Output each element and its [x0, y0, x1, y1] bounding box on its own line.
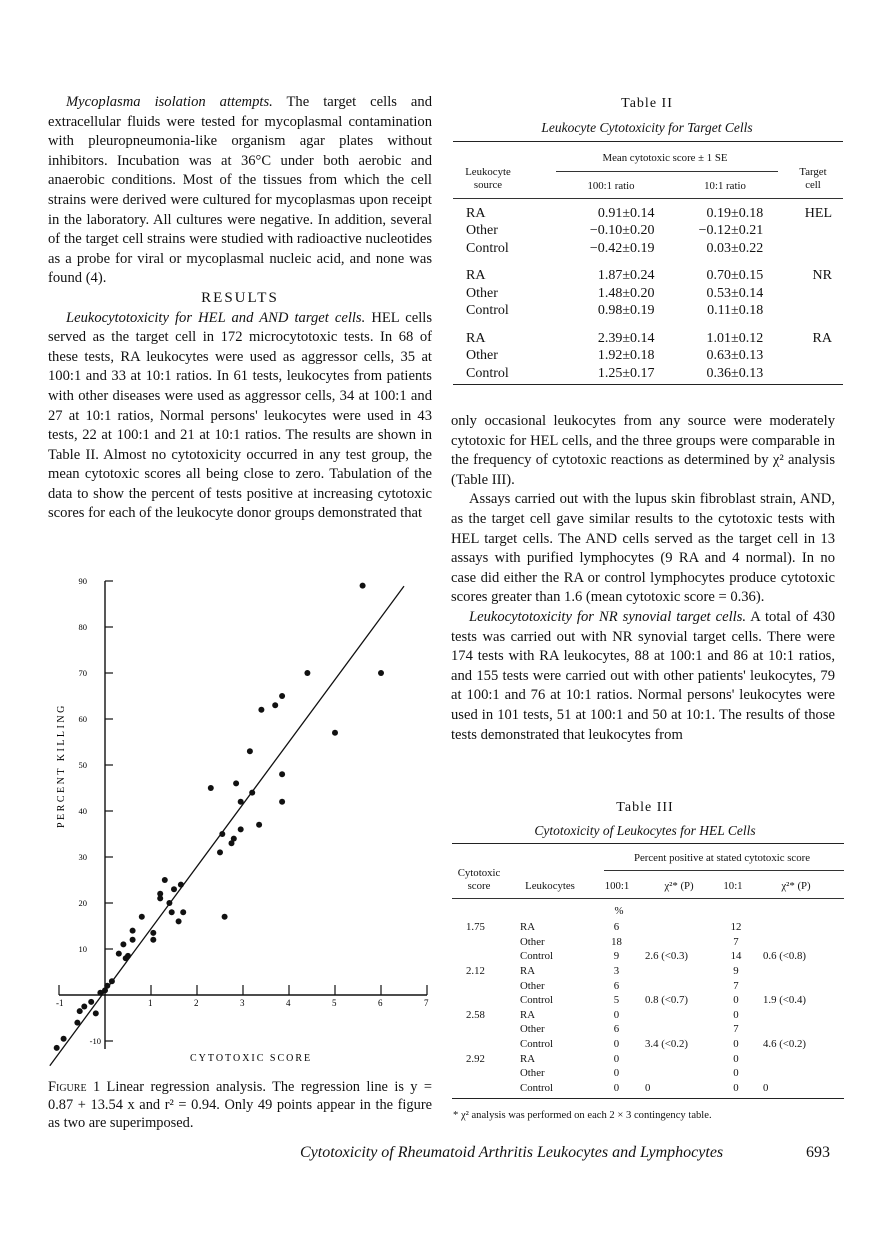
table2-row [466, 348, 842, 366]
nr-body: A total of 430 tests was carried out with NR synovial target cells. There were 174 tests with RA leukocytes, 88 at 100:1 and 86 at 10:1 ratios, and 155 tests were carried out with other patients' leukocytes, 79 at 100:1 and 76 at 10:1 ratios. Normal persons' leukocytes were used in 101 tests, 51 at 100:1 and 50 at 10:1. The results of those tests demonstrated that leukocytes from [451, 608, 835, 743]
data-point [125, 953, 131, 959]
x-tick-label: 2 [194, 998, 199, 1008]
table2-cell-ratio-100: −0.42±0.19 [589, 240, 655, 256]
table2-cell-source: Other [466, 285, 498, 301]
figure1-label: Figure 1 [48, 1079, 101, 1095]
table3-cell-chi2 [755, 1022, 844, 1037]
table3-cell-c100: 6 [613, 979, 620, 992]
table3-cell-c10: 7 [733, 935, 739, 948]
table2-cell-source: RA [466, 268, 486, 284]
table3-header-score-l1: Cytotoxic [457, 867, 501, 879]
table3-row [452, 920, 844, 935]
table3-cell-leuk: Control [520, 1081, 553, 1094]
data-point [54, 1045, 60, 1051]
data-point [171, 886, 177, 892]
table3-row [452, 949, 844, 964]
table3-cell-c10: 12 [730, 921, 742, 934]
table2-cell-ratio-10: 0.11±0.18 [707, 303, 764, 319]
data-point [81, 1004, 87, 1010]
table3-cell-leuk: Other [520, 1023, 545, 1036]
table2-subtitle: Leukocyte Cytotoxicity for Target Cells [541, 120, 753, 135]
table3-row [452, 1008, 844, 1023]
table3-cell-chi2 [755, 1066, 844, 1081]
table3-cell-score: 2.58 [466, 1008, 485, 1021]
table3-cell-c100: 6 [613, 1023, 620, 1036]
table3-cell-c10: 0 [733, 1008, 739, 1021]
table2-header-target [790, 166, 836, 192]
table3-top-rule [452, 843, 844, 844]
table2-bottom-rule [453, 384, 843, 385]
table3-group-rule [604, 870, 844, 871]
table3-cell-chi2 [755, 978, 844, 993]
table3-cell-chi2 [755, 1008, 844, 1023]
table3-footnote: * χ² analysis was performed on each 2 × 3 contingency table. [453, 1110, 712, 1121]
table2-cell-target [763, 285, 842, 303]
table2-cell-ratio-100: 0.98±0.19 [597, 303, 655, 319]
table3-row [452, 993, 844, 1008]
right-para2: Assays carried out with the lupus skin fibroblast strain, AND, as the target cell gave similar results to the cytotoxic tests with HEL target cells. The AND cells served as the target cell in 13 assays with purified lymphocytes (9 RA and 4 normal). In no case did either the RA or control lymphocytes produce cytotoxic scores greater than 1.6 (mean cytotoxic score = 0.36). [451, 491, 835, 606]
data-point [169, 909, 175, 915]
data-point [120, 941, 126, 947]
table2-header-rule [453, 198, 843, 199]
hel-body: HEL cells served as the target cell in 172 microcytotoxic tests. In 68 of these tests, RA leukocytes were used as aggressor cells, 35 at 100:1 and 33 at 10:1 ratios. In 61 tests, leukocytes from patients with other diseases were used as aggressor cells, 34 at 100:1 and 27 at 10:1 ratios, Normal persons' leukocytes were used in 43 tests, 22 at 100:1 and 21 at 10:1 ratios. The results are shown in Table II. Almost no cytotoxicity occurred in any test group, the mean cytotoxic scores all being close to zero. Tabulation of the data to show the percent of tests positive at increasing cytotoxic scores for each of the leukocyte donor groups demonstrated that [48, 309, 432, 522]
table2-cell-ratio-10: 0.36±0.13 [706, 365, 764, 381]
page-number: 693 [806, 1144, 830, 1161]
table3-cell-leuk: RA [520, 965, 535, 978]
table3-header-group: Percent positive at stated cytotoxic score [634, 852, 810, 864]
right-column-text [451, 412, 835, 745]
table3-header-chi2: χ²* (P) [781, 880, 811, 892]
data-point [238, 826, 244, 832]
table3-row [452, 935, 844, 950]
y-tick-label: 10 [78, 944, 87, 954]
table3-subtitle: Cytotoxicity of Leukocytes for HEL Cells [534, 823, 756, 838]
data-point [150, 930, 156, 936]
table3-cell-chi1: 3.4 (<0.2) [645, 1038, 688, 1051]
data-point [222, 914, 228, 920]
table2-caption: Table II [621, 96, 673, 111]
table2-cell-ratio-100: 1.92±0.18 [597, 348, 655, 364]
mycoplasma-lead: Mycoplasma isolation attempts. [66, 94, 273, 110]
y-tick-label: 30 [78, 852, 87, 862]
table3-cell-c100: 9 [613, 950, 620, 963]
table2-cell-source: Other [466, 348, 498, 364]
table2-cell-ratio-100: 1.87±0.24 [597, 268, 655, 284]
table3-cell-chi1 [639, 978, 717, 993]
table3-cell-leuk: Other [520, 1067, 545, 1080]
table3-cell-chi2 [755, 935, 844, 950]
table2-cell-ratio-10: 0.53±0.14 [706, 285, 764, 301]
table2-header-col1: 100:1 ratio [587, 180, 635, 192]
table2-cell-target: RA [812, 330, 832, 346]
table2-group-rule [556, 171, 778, 172]
data-point [233, 780, 239, 786]
table3-cell-score [452, 1037, 514, 1052]
y-tick-label: 60 [78, 714, 87, 724]
table3-cell-score [452, 1022, 514, 1037]
table2-cell-ratio-10: 1.01±0.12 [706, 330, 764, 346]
table3-cell-c100: 0 [613, 1081, 620, 1094]
data-point [162, 877, 168, 883]
table2-cell-ratio-100: 0.91±0.14 [597, 205, 655, 221]
data-point [116, 951, 122, 957]
data-point [130, 937, 136, 943]
table3-cell-chi1 [639, 1022, 717, 1037]
right-para3 [451, 608, 835, 745]
data-point [150, 937, 156, 943]
table3-header-leuk: Leukocytes [525, 880, 575, 892]
table3-cell-chi1: 2.6 (<0.3) [645, 950, 688, 963]
data-point [360, 583, 366, 589]
hel-paragraph [48, 309, 432, 525]
mycoplasma-body: The target cells and extracellular fluids were tested for mycoplasmal contamination with pleuropneumonia-like organism agar plates without inhibitors. Incubation was at 36°C under both aerobic and anaerobic conditions. Most of the tissues from which the cell strains were derived were cultured for mycoplasmas upon receipt in the laboratory. All cultures were negative. In addition, several of the target cell strains were studied with radioactive nucleotides as a probe for viral or mycoplasmal nucleic acid, and none was found (4). [48, 94, 432, 287]
table3-row [452, 978, 844, 993]
data-point [247, 748, 253, 754]
table3-cell-c10: 0 [733, 1052, 739, 1065]
table2-cell-ratio-100: 1.48±0.20 [597, 285, 655, 301]
table3-cell-score [452, 993, 514, 1008]
x-tick-label: 5 [332, 998, 337, 1008]
table2-cell-source: RA [466, 330, 486, 346]
table3-cell-c10: 7 [733, 979, 739, 992]
table3-cell-c100: 3 [613, 965, 620, 978]
table2-cell-source: Control [466, 303, 509, 319]
table2-top-rule [453, 141, 843, 142]
x-tick-label: 7 [424, 998, 429, 1008]
table2-cell-ratio-10: −0.12±0.21 [698, 223, 764, 239]
table3-row [452, 1066, 844, 1081]
data-point [130, 928, 136, 934]
table3-caption: Table III [616, 800, 674, 815]
table3-cell-c10: 0 [733, 1081, 739, 1094]
table3-row [452, 1037, 844, 1052]
table3-cell-c10: 9 [733, 965, 739, 978]
table2-row [466, 205, 842, 223]
table2-cell-source: RA [466, 205, 486, 221]
table3-cell-c100: 6 [613, 921, 620, 934]
table3-cell-chi1 [639, 1051, 717, 1066]
table2-cell-ratio-10: 0.03±0.22 [706, 240, 764, 256]
data-point [219, 831, 225, 837]
x-tick-label: -1 [56, 998, 64, 1008]
y-tick-label: 20 [78, 898, 87, 908]
data-point [178, 882, 184, 888]
table3-cell-c10: 7 [733, 1023, 739, 1036]
table2-cell-source: Control [466, 240, 509, 256]
table2-header-source [455, 166, 521, 192]
data-point [256, 822, 262, 828]
table2-row [466, 303, 842, 321]
table2-cell-ratio-10: 0.19±0.18 [706, 205, 764, 221]
x-tick-label: 6 [378, 998, 383, 1008]
table3-header-score [449, 867, 509, 893]
data-point [109, 978, 115, 984]
data-point [272, 702, 278, 708]
data-point [208, 785, 214, 791]
y-axis-label: PERCENT KILLING [56, 703, 67, 828]
results-heading: RESULTS [201, 289, 279, 306]
table2-cell-ratio-100: 2.39±0.14 [597, 330, 655, 346]
table3-cell-leuk: Control [520, 1038, 553, 1051]
data-point [378, 670, 384, 676]
table3-cell-c100: 0 [613, 1038, 620, 1051]
table3-cell-leuk: Other [520, 979, 545, 992]
x-tick-label: 3 [240, 998, 245, 1008]
data-point [157, 891, 163, 897]
table3-bottom-rule [452, 1098, 844, 1099]
table2-body [466, 205, 842, 383]
table3-header-rule [452, 898, 844, 899]
table3-cell-chi2: 1.9 (<0.4) [763, 994, 806, 1007]
table3-cell-leuk: Control [520, 994, 553, 1007]
table3-body [452, 920, 844, 1095]
table2-cell-ratio-100: 1.25±0.17 [597, 365, 655, 381]
table2-row [466, 258, 842, 286]
left-column-text [48, 93, 432, 524]
table3-cell-leuk: Other [520, 935, 545, 948]
figure1-caption-text: Linear regression analysis. The regression line is y = 0.87 + 13.54 x and r² = 0.94. Only 49 points appear in the figure as two are superimposed. [48, 1079, 432, 1131]
table3-header-score-l2: score [467, 880, 491, 892]
data-point [176, 918, 182, 924]
table2-cell-target [763, 365, 842, 383]
table3-cell-c100: 0 [613, 1067, 620, 1080]
table2-row [466, 365, 842, 383]
table3-cell-score: 2.92 [466, 1052, 485, 1065]
table3-cell-leuk: RA [520, 1052, 535, 1065]
table2-row [466, 320, 842, 348]
table2-cell-source: Control [466, 365, 509, 381]
data-point [139, 914, 145, 920]
table2-row [466, 223, 842, 241]
data-point [74, 1020, 80, 1026]
table3-header-c100: 100:1 [604, 880, 630, 892]
table3-cell-c100: 0 [613, 1008, 620, 1021]
table3-header-c10: 10:1 [723, 880, 743, 892]
table2-cell-target: NR [812, 268, 832, 284]
table2-header-target-l1: Target [799, 166, 827, 178]
x-tick-label: 4 [286, 998, 291, 1008]
table3-cell-leuk: RA [520, 1008, 535, 1021]
data-point [93, 1010, 99, 1016]
table3-cell-score: 1.75 [466, 921, 485, 934]
table3-cell-chi2 [755, 920, 844, 935]
table3-row [452, 1022, 844, 1037]
table3-cell-chi1 [639, 1008, 717, 1023]
table3-cell-chi2 [755, 964, 844, 979]
table2-cell-target [763, 348, 842, 366]
table2-cell-ratio-10: 0.63±0.13 [706, 348, 764, 364]
table3-cell-score [452, 978, 514, 993]
y-tick-label: 80 [78, 622, 87, 632]
table2-row [466, 285, 842, 303]
table3-cell-c100: 0 [613, 1052, 620, 1065]
x-axis-label: CYTOTOXIC SCORE [190, 1053, 313, 1064]
data-point [249, 790, 255, 796]
table2-header-target-l2: cell [805, 179, 821, 191]
y-tick-label: -10 [89, 1036, 101, 1046]
figure1-scatter-plot [40, 568, 440, 1068]
table2-cell-target [763, 240, 842, 258]
data-point [279, 693, 285, 699]
table3-cell-score [452, 949, 514, 964]
table3-cell-c10: 0 [733, 994, 739, 1007]
table3-header-chi1: χ²* (P) [664, 880, 694, 892]
table3-cell-score [452, 935, 514, 950]
x-tick-label: 1 [148, 998, 153, 1008]
table3-cell-score: 2.12 [466, 965, 485, 978]
table3-cell-leuk: RA [520, 921, 535, 934]
table2-cell-source: Other [466, 223, 498, 239]
table3-cell-chi2: 4.6 (<0.2) [763, 1038, 806, 1051]
table2-header-group: Mean cytotoxic score ± 1 SE [602, 152, 728, 164]
table2-cell-target: HEL [804, 205, 832, 221]
table2-header-source-l2: source [473, 179, 503, 191]
table3-cell-c100: 18 [611, 935, 622, 948]
data-point [88, 999, 94, 1005]
table3-cell-chi1 [639, 935, 717, 950]
table3-row [452, 1081, 844, 1096]
table3-cell-score [452, 1066, 514, 1081]
table3-cell-chi2: 0.6 (<0.8) [763, 950, 806, 963]
table3-cell-leuk: Control [520, 950, 553, 963]
table2-header-source-l1: Leukocyte [465, 166, 511, 178]
nr-lead: Leukocytotoxicity for NR synovial target cells. [469, 608, 747, 625]
y-tick-label: 40 [78, 806, 87, 816]
table3-row [452, 964, 844, 979]
table2-cell-ratio-10: 0.70±0.15 [706, 268, 764, 284]
data-point [279, 799, 285, 805]
table3-cell-score [452, 1081, 514, 1096]
data-point [104, 983, 110, 989]
data-point [61, 1036, 67, 1042]
data-point [238, 799, 244, 805]
table2-cell-ratio-100: −0.10±0.20 [589, 223, 655, 239]
data-point [304, 670, 310, 676]
table2-header-col2: 10:1 ratio [704, 180, 746, 192]
right-para1: only occasional leukocytes from any source were moderately cytotoxic for HEL cells, and the three groups were comparable in the frequency of cytotoxic reactions as determined by χ² analysis (Table III). [451, 413, 835, 488]
table3-percent-sign: % [614, 905, 624, 917]
running-title: Cytotoxicity of Rheumatoid Arthritis Leukocytes and Lymphocytes [300, 1144, 724, 1161]
y-tick-label: 90 [78, 576, 87, 586]
table3-cell-chi1: 0 [645, 1081, 651, 1094]
hel-lead: Leukocytotoxicity for HEL and AND target cells. [66, 309, 366, 326]
table3-cell-c10: 0 [733, 1067, 739, 1080]
table3-cell-c100: 5 [613, 994, 620, 1007]
data-point [279, 771, 285, 777]
table3-cell-chi1 [639, 1066, 717, 1081]
data-point [77, 1008, 83, 1014]
data-point [332, 730, 338, 736]
table3-cell-c10: 0 [733, 1038, 739, 1051]
table3-cell-chi2: 0 [763, 1081, 769, 1094]
y-tick-label: 50 [78, 760, 87, 770]
data-point [231, 836, 237, 842]
table2-cell-target [763, 223, 842, 241]
data-point [180, 909, 186, 915]
data-point [217, 849, 223, 855]
y-tick-label: 70 [78, 668, 87, 678]
mycoplasma-paragraph [48, 93, 432, 289]
table2-cell-target [763, 303, 842, 321]
table3-row [452, 1051, 844, 1066]
table2-row [466, 240, 842, 258]
table3-cell-chi1: 0.8 (<0.7) [645, 994, 688, 1007]
table3-cell-chi1 [639, 920, 717, 935]
table3-cell-c10: 14 [730, 950, 742, 963]
table3-cell-chi1 [639, 964, 717, 979]
table3-cell-chi2 [755, 1051, 844, 1066]
figure1-caption [48, 1078, 432, 1132]
data-point [258, 707, 264, 713]
data-point [166, 900, 172, 906]
